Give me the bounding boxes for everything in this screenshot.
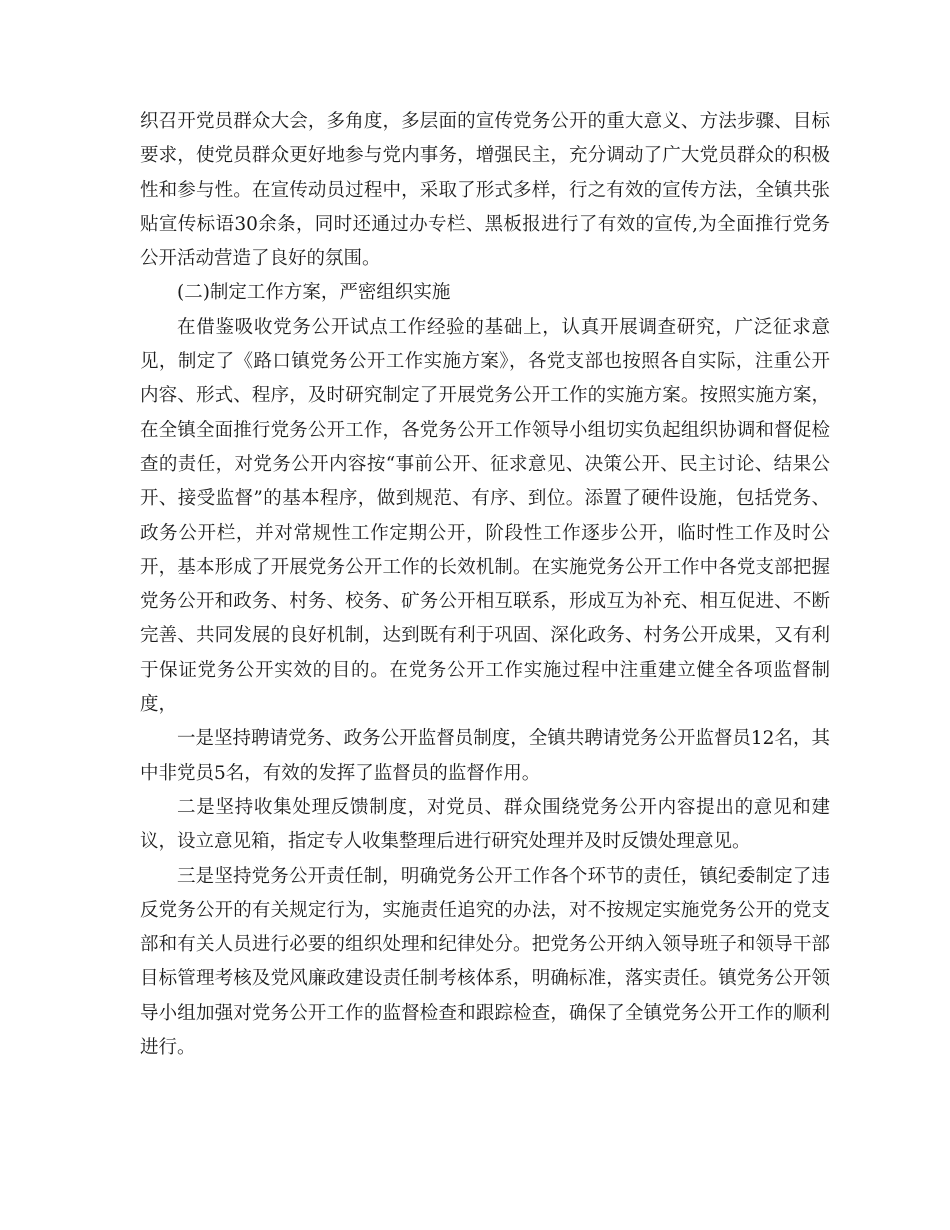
paragraph-continuation: 织召开党员群众大会，多角度，多层面的宣传党务公开的重大意义、方法步骤、目标要求，使党员群众更好地参与党内事务，增强民主，充分调动了广大党员群众的积极性和参与性。在宣传动员过程中，采取了形式多样，行之有效的宣传方法，全镇共张贴宣传标语30余条，同时还通过办专栏、黑板报进行了有效的宣传,为全面推行党务公开活动营造了良好的氛围。 — [140, 111, 830, 270]
document-body — [140, 105, 830, 1065]
paragraph-item-two: 二是坚持收集处理反馈制度，对党员、群众围绕党务公开内容提出的意见和建议，设立意见箱，指定专人收集整理后进行研究处理并及时反馈处理意见。 — [140, 796, 830, 853]
paragraph-implementation: 在借鉴吸收党务公开试点工作经验的基础上，认真开展调查研究，广泛征求意见，制定了《路口镇党务公开工作实施方案》，各党支部也按照各自实际，注重公开内容、形式、程序，及时研究制定了开展党务公开工作的实施方案。按照实施方案，在全镇全面推行党务公开工作，各党务公开工作领导小组切实负起组织协调和督促检查的责任，对党务公开内容按“事前公开、征求意见、决策公开、民主讨论、结果公开、接受监督”的基本程序，做到规范、有序、到位。添置了硬件设施，包括党务、政务公开栏，并对常规性工作定期公开，阶段性工作逐步公开，临时性工作及时公开，基本形成了开展党务公开工作的长效机制。在实施党务公开工作中各党支部把握党务公开和政务、村务、校务、矿务公开相互联系，形成互为补充、相互促进、不断完善、共同发展的良好机制，达到既有利于巩固、深化政务、村务公开成果，又有利于保证党务公开实效的目的。在党务公开工作实施过程中注重建立健全各项监督制度， — [140, 316, 830, 716]
section-heading: (二)制定工作方案，严密组织实施 — [177, 282, 451, 304]
paragraph-item-one: 一是坚持聘请党务、政务公开监督员制度，全镇共聘请党务公开监督员12名，其中非党员5名，有效的发挥了监督员的监督作用。 — [140, 728, 830, 784]
paragraph-item-three: 三是坚持党务公开责任制，明确党务公开工作各个环节的责任，镇纪委制定了违反党务公开的有关规定行为，实施责任追究的办法，对不按规定实施党务公开的党支部和有关人员进行必要的组织处理和纪律处分。把党务公开纳入领导班子和领导干部目标管理考核及党风廉政建设责任制考核体系，明确标准，落实责任。镇党务公开领导小组加强对党务公开工作的监督检查和跟踪检查，确保了全镇党务公开工作的顺利进行。 — [140, 865, 830, 1059]
